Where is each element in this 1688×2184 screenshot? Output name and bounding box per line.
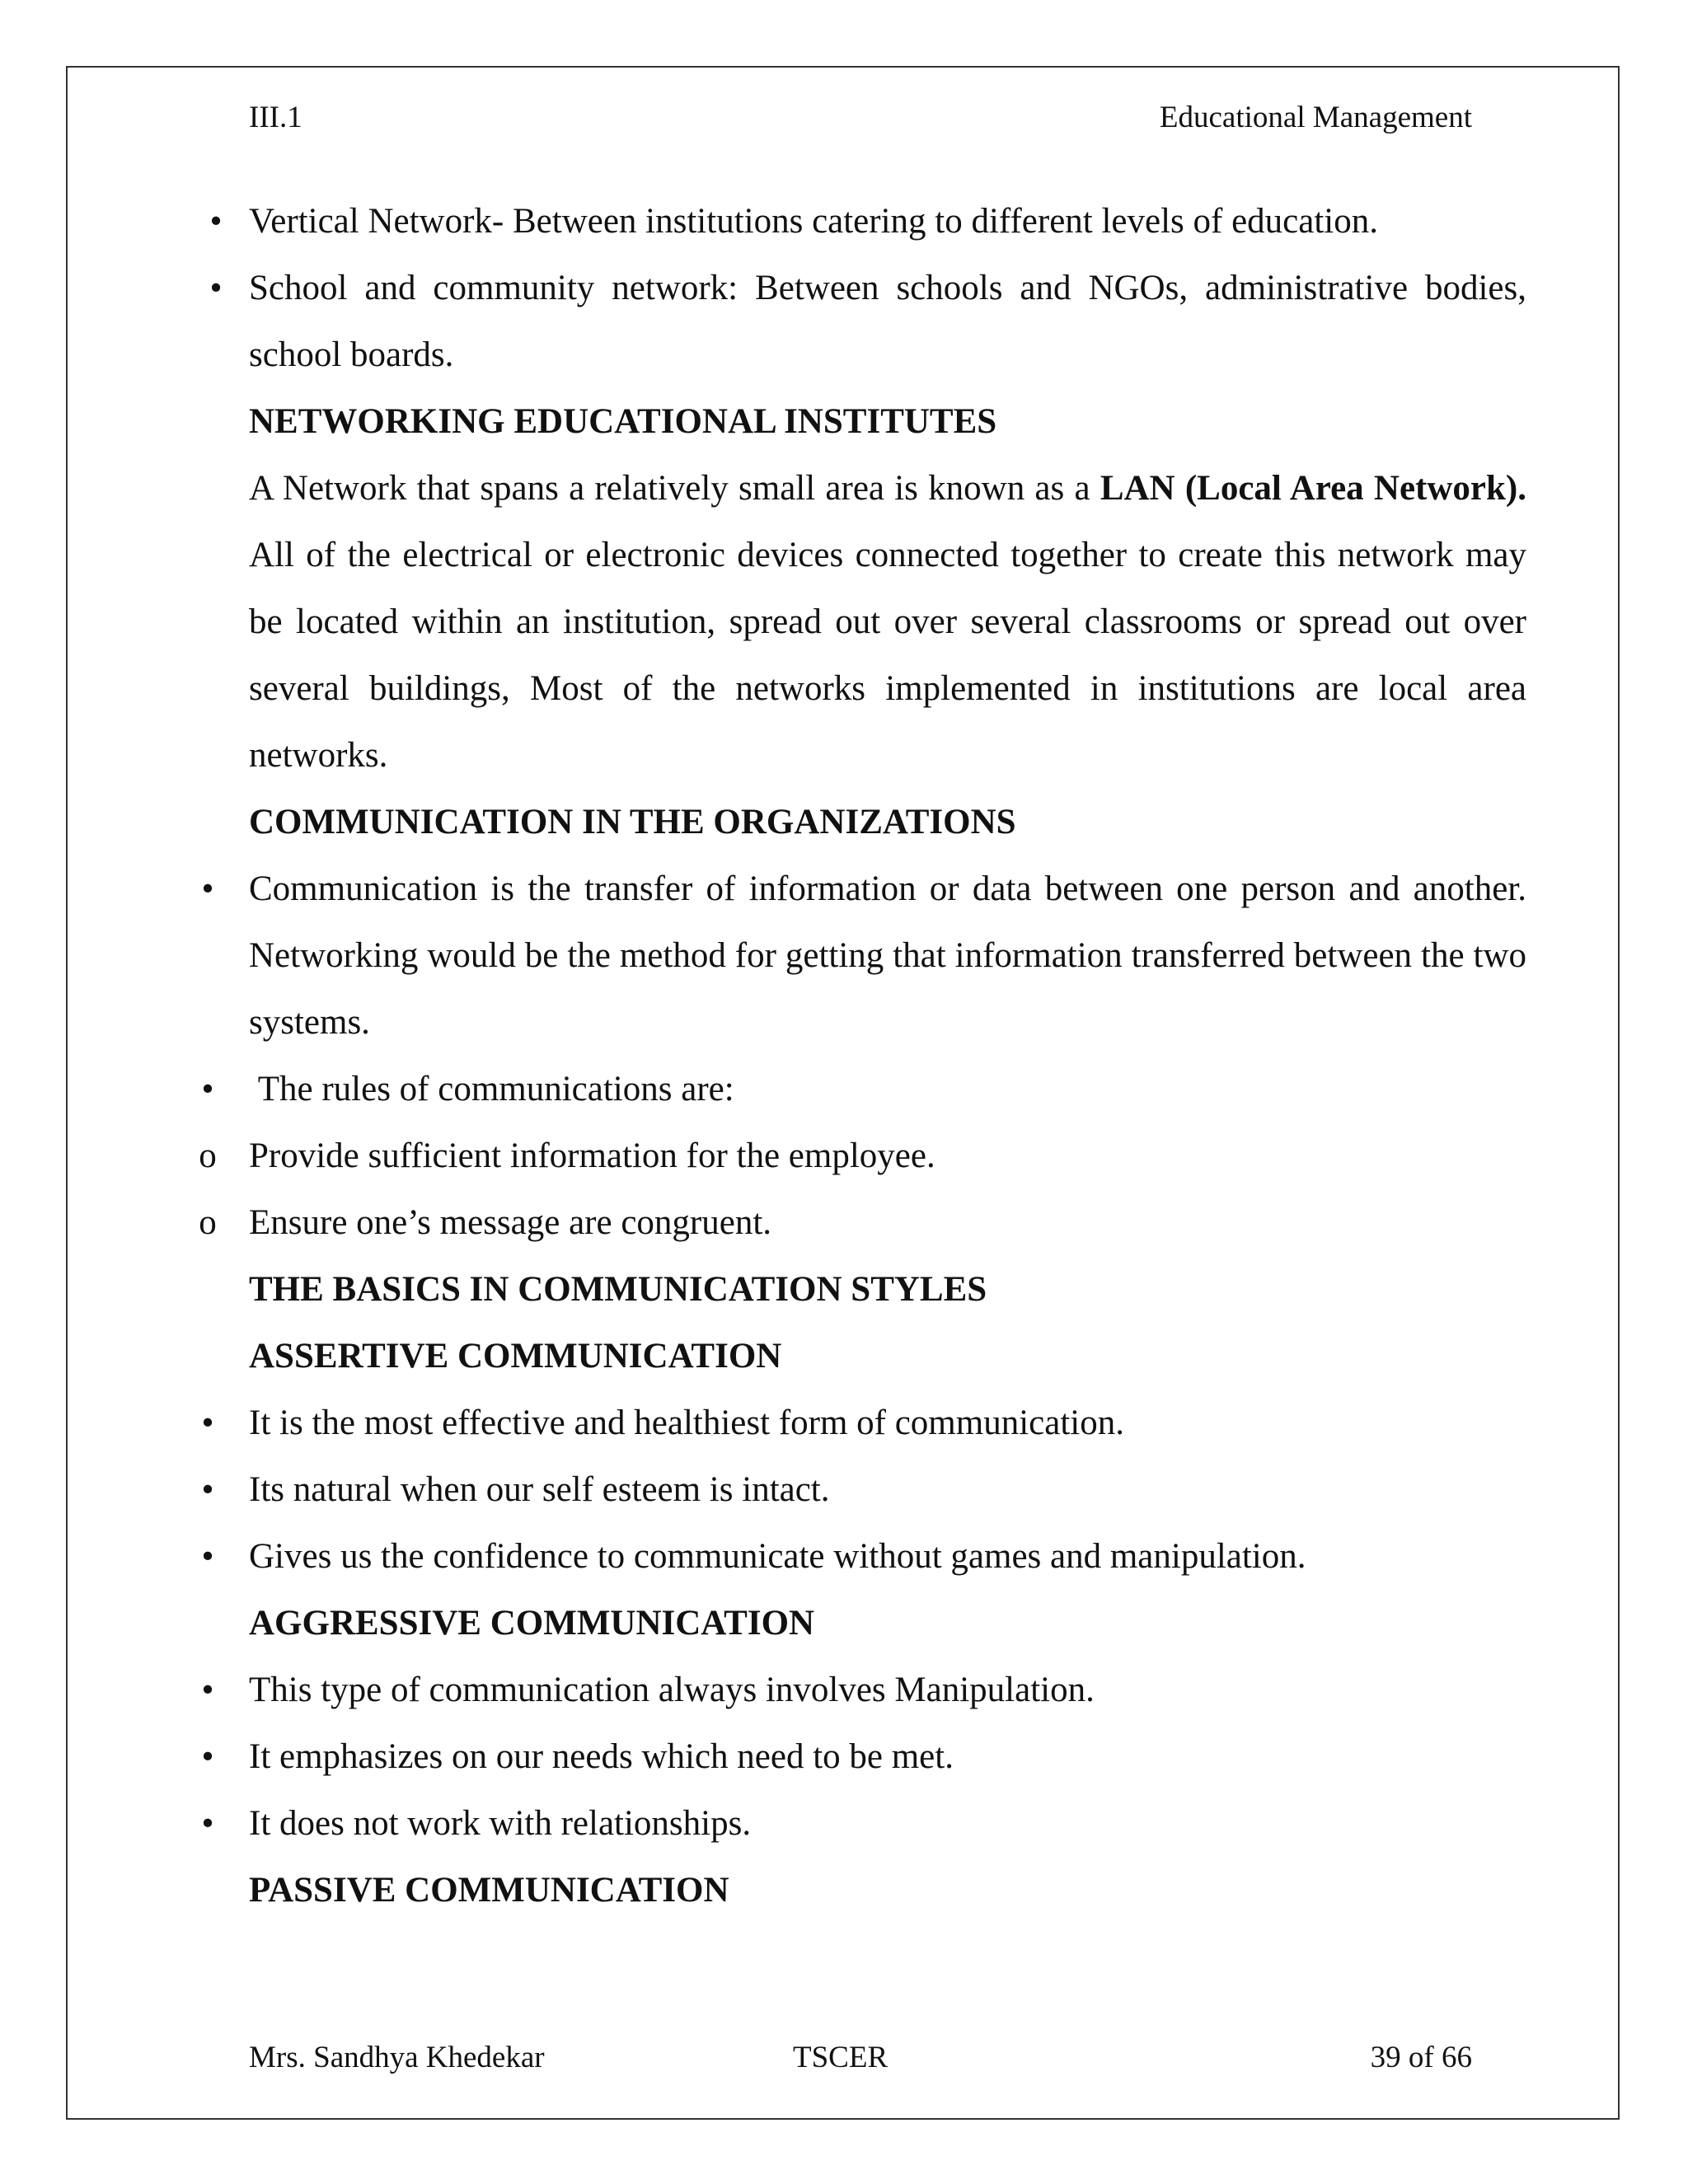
bullet-icon: • (201, 1470, 214, 1509)
bullet-icon: • (201, 1537, 214, 1576)
header-title: Educational Management (1159, 101, 1472, 134)
list-item: • It does not work with relationships. (249, 1790, 1526, 1857)
footer-org: TSCER (793, 2041, 889, 2074)
communication-rules-list (199, 1122, 1526, 1256)
page-content (199, 188, 1526, 1924)
list-item: • Gives us the confidence to communicate without games and manipulation. (249, 1523, 1526, 1590)
list-item: • The rules of communications are: (249, 1056, 1526, 1122)
heading-aggressive: AGGRESSIVE COMMUNICATION (249, 1604, 815, 1643)
heading-networking: NETWORKING EDUCATIONAL INSTITUTES (249, 402, 997, 441)
heading-communication: COMMUNICATION IN THE ORGANIZATIONS (249, 803, 1016, 841)
aggressive-list (201, 1657, 1526, 1857)
circle-bullet-icon: o (199, 1203, 217, 1242)
networking-paragraph: A Network that spans a relatively small area is known as a LAN (Local Area Network). All of the electrical or electronic devices connected together to create this network may be located within an institution, spread out over several classrooms or spread out over several buildings, Most of the networks implemented in institutions are local area networks. (249, 469, 1526, 775)
bullet-icon: • (209, 269, 223, 307)
heading-passive: PASSIVE COMMUNICATION (249, 1871, 729, 1910)
list-item: • Vertical Network- Between institutions catering to different levels of education. (249, 188, 1526, 255)
bullet-icon: • (209, 202, 223, 241)
bullet-icon: • (201, 1070, 214, 1108)
list-item: o Provide sufficient information for the employee. (249, 1122, 1526, 1189)
header-section-number: III.1 (249, 101, 302, 134)
network-types-list (209, 188, 1526, 388)
list-item: • Its natural when our self esteem is intact. (249, 1456, 1526, 1523)
footer-page-number: 39 of 66 (1370, 2041, 1472, 2074)
bullet-icon: • (201, 1404, 214, 1442)
bullet-icon: • (201, 1804, 214, 1843)
list-item: o Ensure one’s message are congruent. (249, 1189, 1526, 1256)
list-item: • It is the most effective and healthiest form of communication. (249, 1390, 1526, 1456)
list-item: • School and community network: Between schools and NGOs, administrative bodies, school boards. (249, 255, 1526, 388)
assertive-list (201, 1390, 1526, 1590)
bullet-icon: • (201, 1671, 214, 1709)
footer-author: Mrs. Sandhya Khedekar (249, 2041, 545, 2074)
circle-bullet-icon: o (199, 1137, 217, 1175)
heading-assertive: ASSERTIVE COMMUNICATION (249, 1337, 782, 1376)
list-item: • This type of communication always involves Manipulation. (249, 1657, 1526, 1723)
bullet-icon: • (201, 869, 214, 908)
bullet-icon: • (201, 1737, 214, 1776)
list-item: • Communication is the transfer of information or data between one person and another. Networking would be the method for getting that information transferred between the two systems. (249, 855, 1526, 1056)
heading-basics: THE BASICS IN COMMUNICATION STYLES (249, 1270, 987, 1309)
list-item: • It emphasizes on our needs which need to be met. (249, 1723, 1526, 1790)
communication-list (201, 855, 1526, 1122)
